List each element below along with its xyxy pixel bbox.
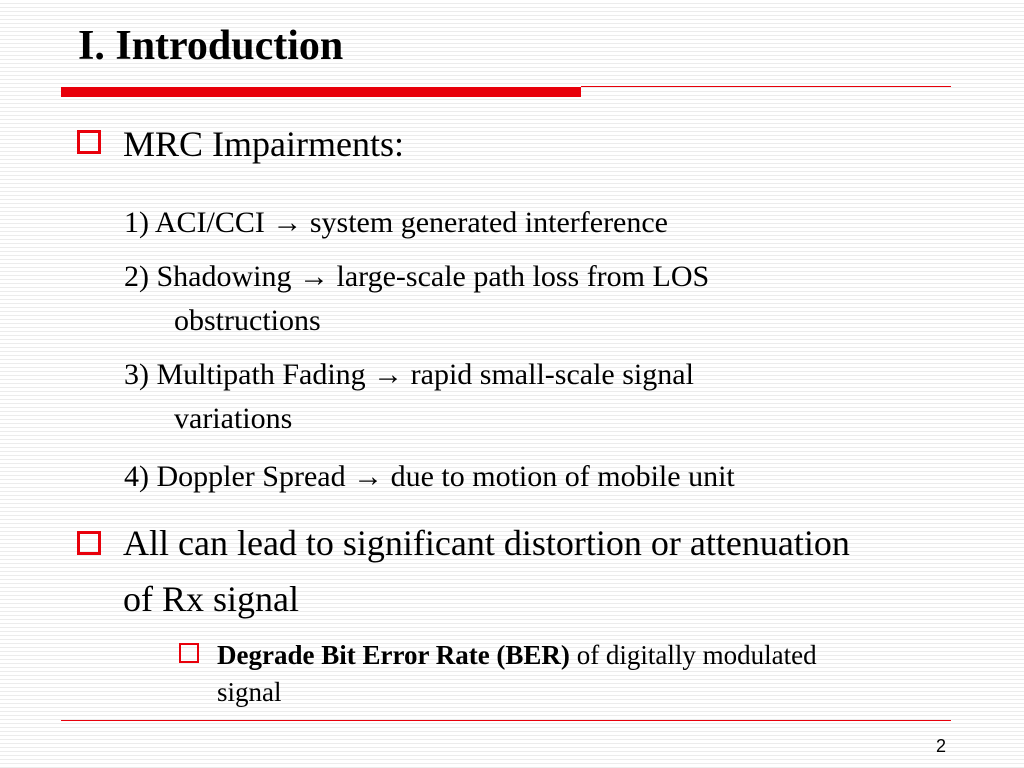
sub-bullet-line-2: signal xyxy=(217,677,282,707)
list-item-desc: due to motion of mobile unit xyxy=(390,460,735,493)
sub-bullet-line-1 xyxy=(217,638,817,673)
list-item-2-continuation: obstructions xyxy=(174,304,321,337)
page-number: 2 xyxy=(935,736,946,756)
sub-bullet-text: of digitally modulated xyxy=(569,640,817,670)
slide-title: I. Introduction xyxy=(78,23,344,69)
bullet-text-line-2: of Rx signal xyxy=(123,579,299,619)
bullet-text-line-1: All can lead to significant distortion or attenuation xyxy=(123,523,850,563)
list-item-3-continuation: variations xyxy=(174,402,293,435)
list-item-1 xyxy=(124,201,668,245)
square-sub-bullet-icon xyxy=(179,643,199,663)
list-item-label: 4) Doppler Spread xyxy=(124,460,346,493)
list-item-label: 3) Multipath Fading xyxy=(124,358,366,391)
arrow-icon: → xyxy=(373,358,404,391)
arrow-icon: → xyxy=(353,460,384,493)
title-underline-bar xyxy=(61,87,581,97)
title-underline-rule xyxy=(581,86,951,87)
list-item-desc: rapid small-scale signal xyxy=(410,358,694,391)
sub-bullet-bold-text: Degrade Bit Error Rate (BER) xyxy=(217,640,570,670)
list-item-3 xyxy=(124,353,694,397)
list-item-label: 2) Shadowing xyxy=(124,260,292,293)
list-item-2 xyxy=(124,255,709,299)
square-bullet-icon xyxy=(77,130,101,154)
list-item-4 xyxy=(124,455,735,499)
list-item-desc: system generated interference xyxy=(309,206,668,239)
list-item-label: 1) ACI/CCI xyxy=(124,206,265,239)
list-item-desc: large-scale path loss from LOS xyxy=(336,260,710,293)
square-bullet-icon xyxy=(77,531,101,555)
footer-rule xyxy=(61,720,951,721)
arrow-icon: → xyxy=(299,260,329,293)
bullet-heading-mrc-impairments: MRC Impairments: xyxy=(123,124,404,164)
arrow-icon: → xyxy=(272,206,303,239)
